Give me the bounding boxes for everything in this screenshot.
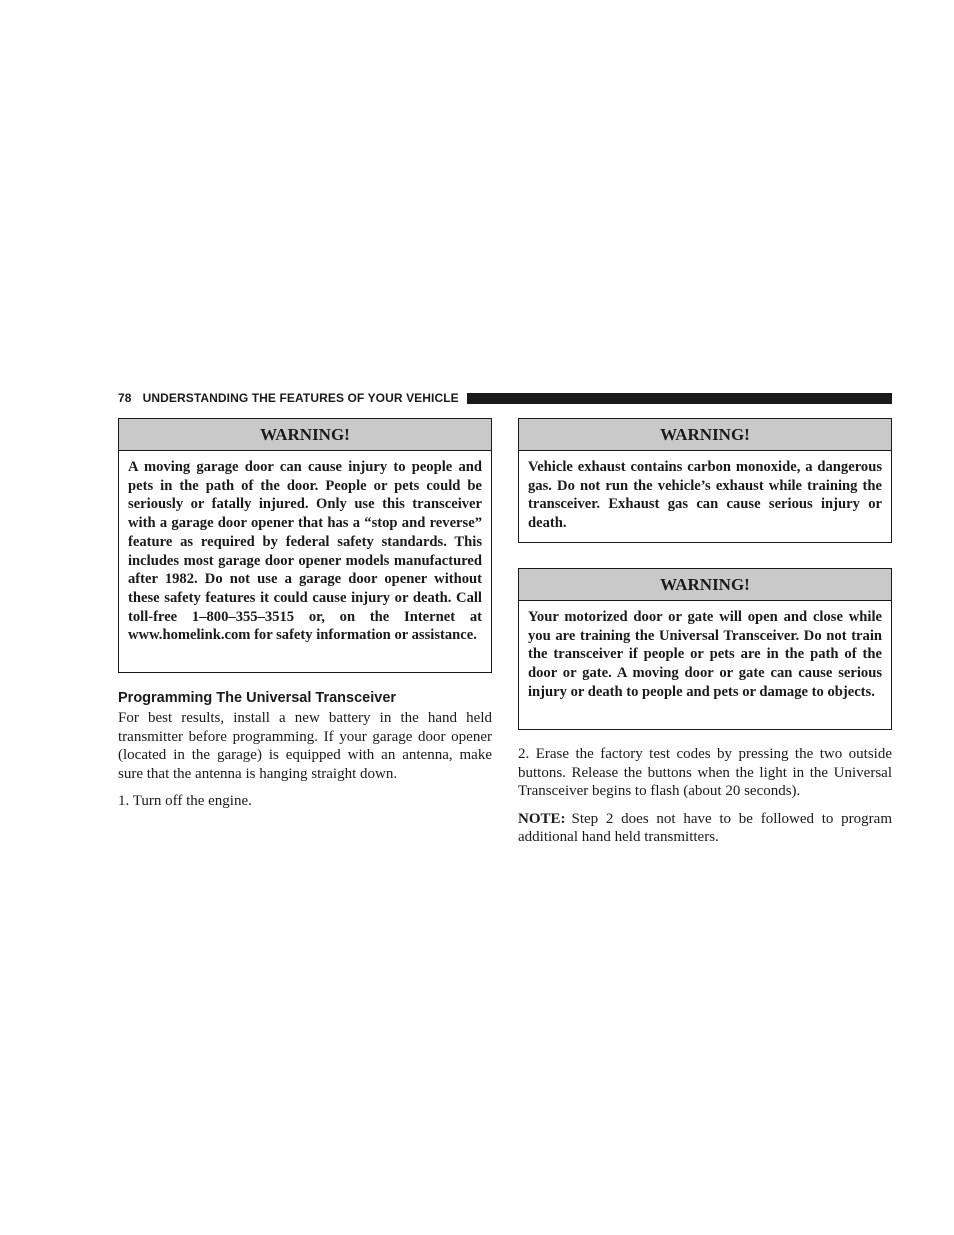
page-number: 78 <box>118 391 132 405</box>
section-title: UNDERSTANDING THE FEATURES OF YOUR VEHICLE <box>142 391 459 405</box>
warning-title: WARNING! <box>519 569 891 601</box>
note-label: NOTE: <box>518 810 566 827</box>
warning-body: Your motorized door or gate will open and close while you are training the Universal Transceiver. Do not train the transceiver if people or pets are in the path of the door or gate. A moving door or gate can cause serious injury or death to people and pets or damage to objects. <box>528 609 882 700</box>
warning-body: A moving garage door can cause injury to people and pets in the path of the door. People or pets could be seriously or fatally injured. Only use this transceiver with a garage door opener that has a “stop and reverse” feature as required by federal safety standards. This includes most garage door opener models manufactured after 1982. Do not use a garage door opener without these safety features it could cause injury or death. Call toll-free 1–800–355–3515 or, on the Internet at www.homelink.com for safety information or assistance. <box>128 459 482 644</box>
step-1: 1. Turn off the engine. <box>118 793 252 810</box>
warning-box-motorized-door <box>518 568 892 730</box>
note <box>518 810 892 847</box>
subheading-programming: Programming The Universal Transceiver <box>118 690 397 706</box>
warning-box-garage-door <box>118 418 492 673</box>
step-2: 2. Erase the factory test codes by pressing the two outside buttons. Release the buttons when the light in the Universal Transceiver begins to flash (about 20 seconds). <box>518 746 892 800</box>
paragraph-best-results: For best results, install a new battery in the hand held transmitter before programming. If your garage door opener (located in the garage) is equipped with an antenna, make sure that the antenna is hanging straight down. <box>118 710 492 782</box>
warning-title: WARNING! <box>519 419 891 451</box>
note-text: Step 2 does not have to be followed to program additional hand held transmitters. <box>518 810 892 846</box>
header-rule <box>467 393 892 404</box>
warning-box-exhaust <box>518 418 892 543</box>
right-column <box>518 418 892 847</box>
left-column <box>118 418 492 811</box>
page-header <box>118 390 892 406</box>
warning-body: Vehicle exhaust contains carbon monoxide, a dangerous gas. Do not run the vehicle’s exhaust while training the transceiver. Exhaust gas can cause serious injury or death. <box>528 459 882 532</box>
warning-title: WARNING! <box>119 419 491 451</box>
